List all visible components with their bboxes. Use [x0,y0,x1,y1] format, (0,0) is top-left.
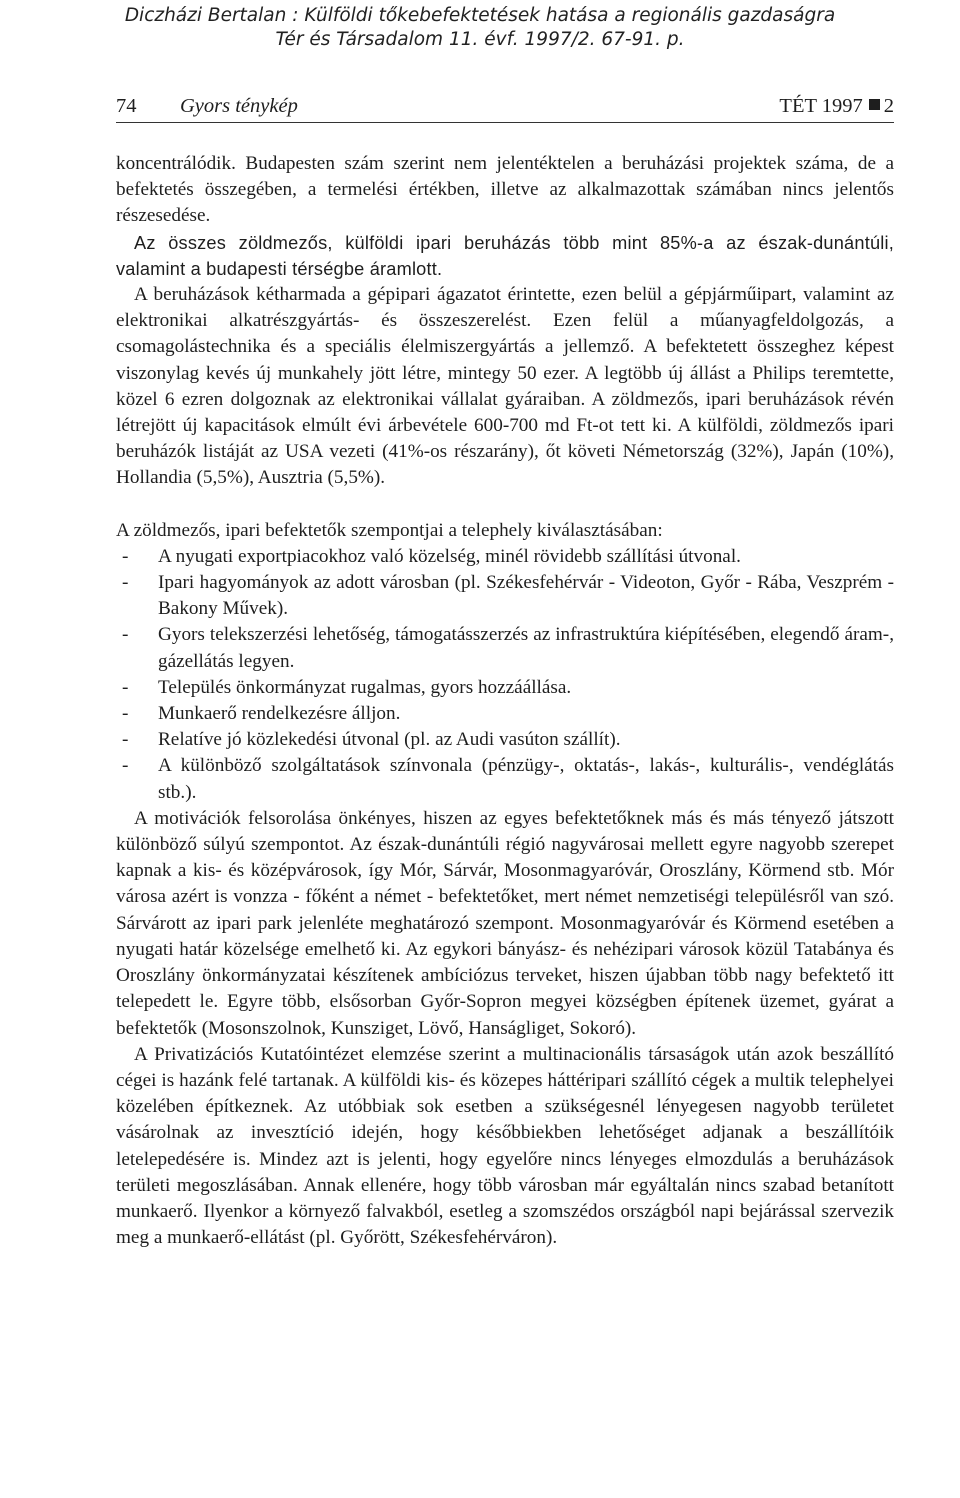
paragraph: A motivációk felsorolása önkényes, hiszen az egyes befektetőknek más és más tényező játszott különböző súlyú szempontot. Az észak-dunántúli régió nagyvárosai mellett egyre nagyobb szerepet kapnak a kis- és középvárosok, így Mór, Sárvár, Mosonmagyaróvár, Oroszlány, Körmend stb. Mór városa azért is vonzza - főként a német - befektetőket, mert német nemzetiségi településről van szó. Sárvárott az ipari park jelenléte meghatározó szempont. Mosonmagyaróvár és Körmend esetében a nyugati határ közelsége emelhető ki. Az egykori bányász- és nehézipari városok közül Tatabánya és Oroszlány önkormányzatai készítenek ambíciózus terveket, hiszen újabban több nagy befektető itt telepedett le. Egyre több, elsősorban Győr-Sopron megyei községben építenek üzemet, gyárat a befektetők (Mosonszolnok, Kunsziget, Lövő, Hanságliget, Sokoró). [116,807,894,1039]
list-item [116,622,894,674]
paragraph: A beruházások kétharmada a gépipari ágazatot érintette, ezen belül a gépjárműipart, valamint az elektronikai alkatrészgyártás- és összeszerelést. Ezen felül a műanyagfeldolgozás, a csomagolástechnika és a speciális élelmiszergyártás a jellemző. A befektetett összeghez képest viszonylag kevés új munkahely jött létre, mintegy 50 ezer. A legtöbb új állást a Philips teremtette, közel 6 ezren dolgoznak az elektronikai vállalat gyáraiban. A zöldmezős, ipari beruházások révén létrejött új kapacitások elmúlt évi árbevétele 600-700 md Ft-ot tett ki. A külföldi, zöldmezős ipari beruházók listáját az USA vezeti (41%-os részarány), őt követi Németország (32%), Japán (10%), Hollandia (5,5%), Ausztria (5,5%). [116,284,894,489]
dash-bullet: - [122,676,129,698]
dash-bullet: - [122,729,129,751]
paragraph: A Privatizációs Kutatóintézet elemzése szerint a multinacionális társaságok után azok beszállító cégei is hazánk felé tartanak. A külföldi kis- és közepes háttéripari szállító cégek a multik telephelyei közelében építkeznek. Az utóbbiak sok esetben a szükségesnél lényegesen nagyobb területet vásárolnak az invesztíció idején, hogy későbbiekben lehetőséget adjanak a beszállítóik letelepedésére is. Mindez azt is jelenti, hogy egyelőre nincs lényeges elmozdulás a beruházások területi megoszlásában. Annak ellenére, hogy több városban már egyáltalán nincs szabad betanított munkaerő. Ilyenkor a környező falvakból, esetleg a szomszédos országból napi bejárással szervezik meg a munkaerő-ellátást (pl. Győrött, Székesfehérváron). [116,1043,894,1249]
dash-bullet: - [122,572,129,594]
list-item-text: Munkaerő rendelkezésre álljon. [158,703,401,725]
page-number: 74 [116,95,137,117]
criteria-list [116,544,894,806]
citation-line-1: Diczházi Bertalan : Külföldi tőkebefektetések hatása a regionális gazdaságra [124,5,836,26]
list-item-text: Ipari hagyományok az adott városban (pl. Székesfehérvár - Videoton, Győr - Rába, Veszprém - Bakony Művek). [158,572,894,620]
list-item [116,753,894,805]
list-heading: A zöldmezős, ipari befektetők szempontjai a telephely kiválasztásában: [116,519,663,541]
journal-name: TÉT 1997 [779,95,863,117]
dash-bullet: - [122,755,129,777]
running-head [116,94,894,123]
square-bullet-icon [869,99,880,110]
journal-issue [779,94,894,118]
list-item-text: Gyors telekszerzési lehetőség, támogatásszerzés az infrastruktúra kiépítésében, elegendő áram-, gázellátás legyen. [158,624,894,672]
list-item-text: Relatíve jó közlekedési útvonal (pl. az Audi vasúton szállít). [158,729,621,751]
list-item [116,727,894,753]
list-item [116,570,894,622]
dash-bullet: - [122,703,129,725]
citation-line-2: Tér és Társadalom 11. évf. 1997/2. 67-91. p. [275,29,685,50]
paragraph: koncentrálódik. Budapesten szám szerint nem jelentéktelen a beruházási projektek száma, de a befektetés összegében, a termelési értékben, illetve az alkalmazottak számában nincs jelentős részesedése. [116,153,894,227]
list-item [116,544,894,570]
section-name: Gyors ténykép [180,95,298,117]
citation-header [0,4,960,52]
dash-bullet: - [122,624,129,646]
paragraph: Az összes zöldmezős, külföldi ipari beruházás több mint 85%-a az észak-dunántúli, valamint a budapesti térségbe áramlott. [116,232,894,279]
list-item-text: A nyugati exportpiacokhoz való közelség, minél rövidebb szállítási útvonal. [158,545,741,567]
list-item-text: Település önkormányzat rugalmas, gyors hozzáállása. [158,676,572,698]
dash-bullet: - [122,545,129,567]
list-item [116,701,894,727]
body-text [116,151,894,1251]
list-item-text: A különböző szolgáltatások színvonala (pénzügy-, oktatás-, lakás-, kulturális-, vendéglátás stb.). [158,755,894,803]
list-item [116,675,894,701]
issue-number: 2 [883,95,894,117]
